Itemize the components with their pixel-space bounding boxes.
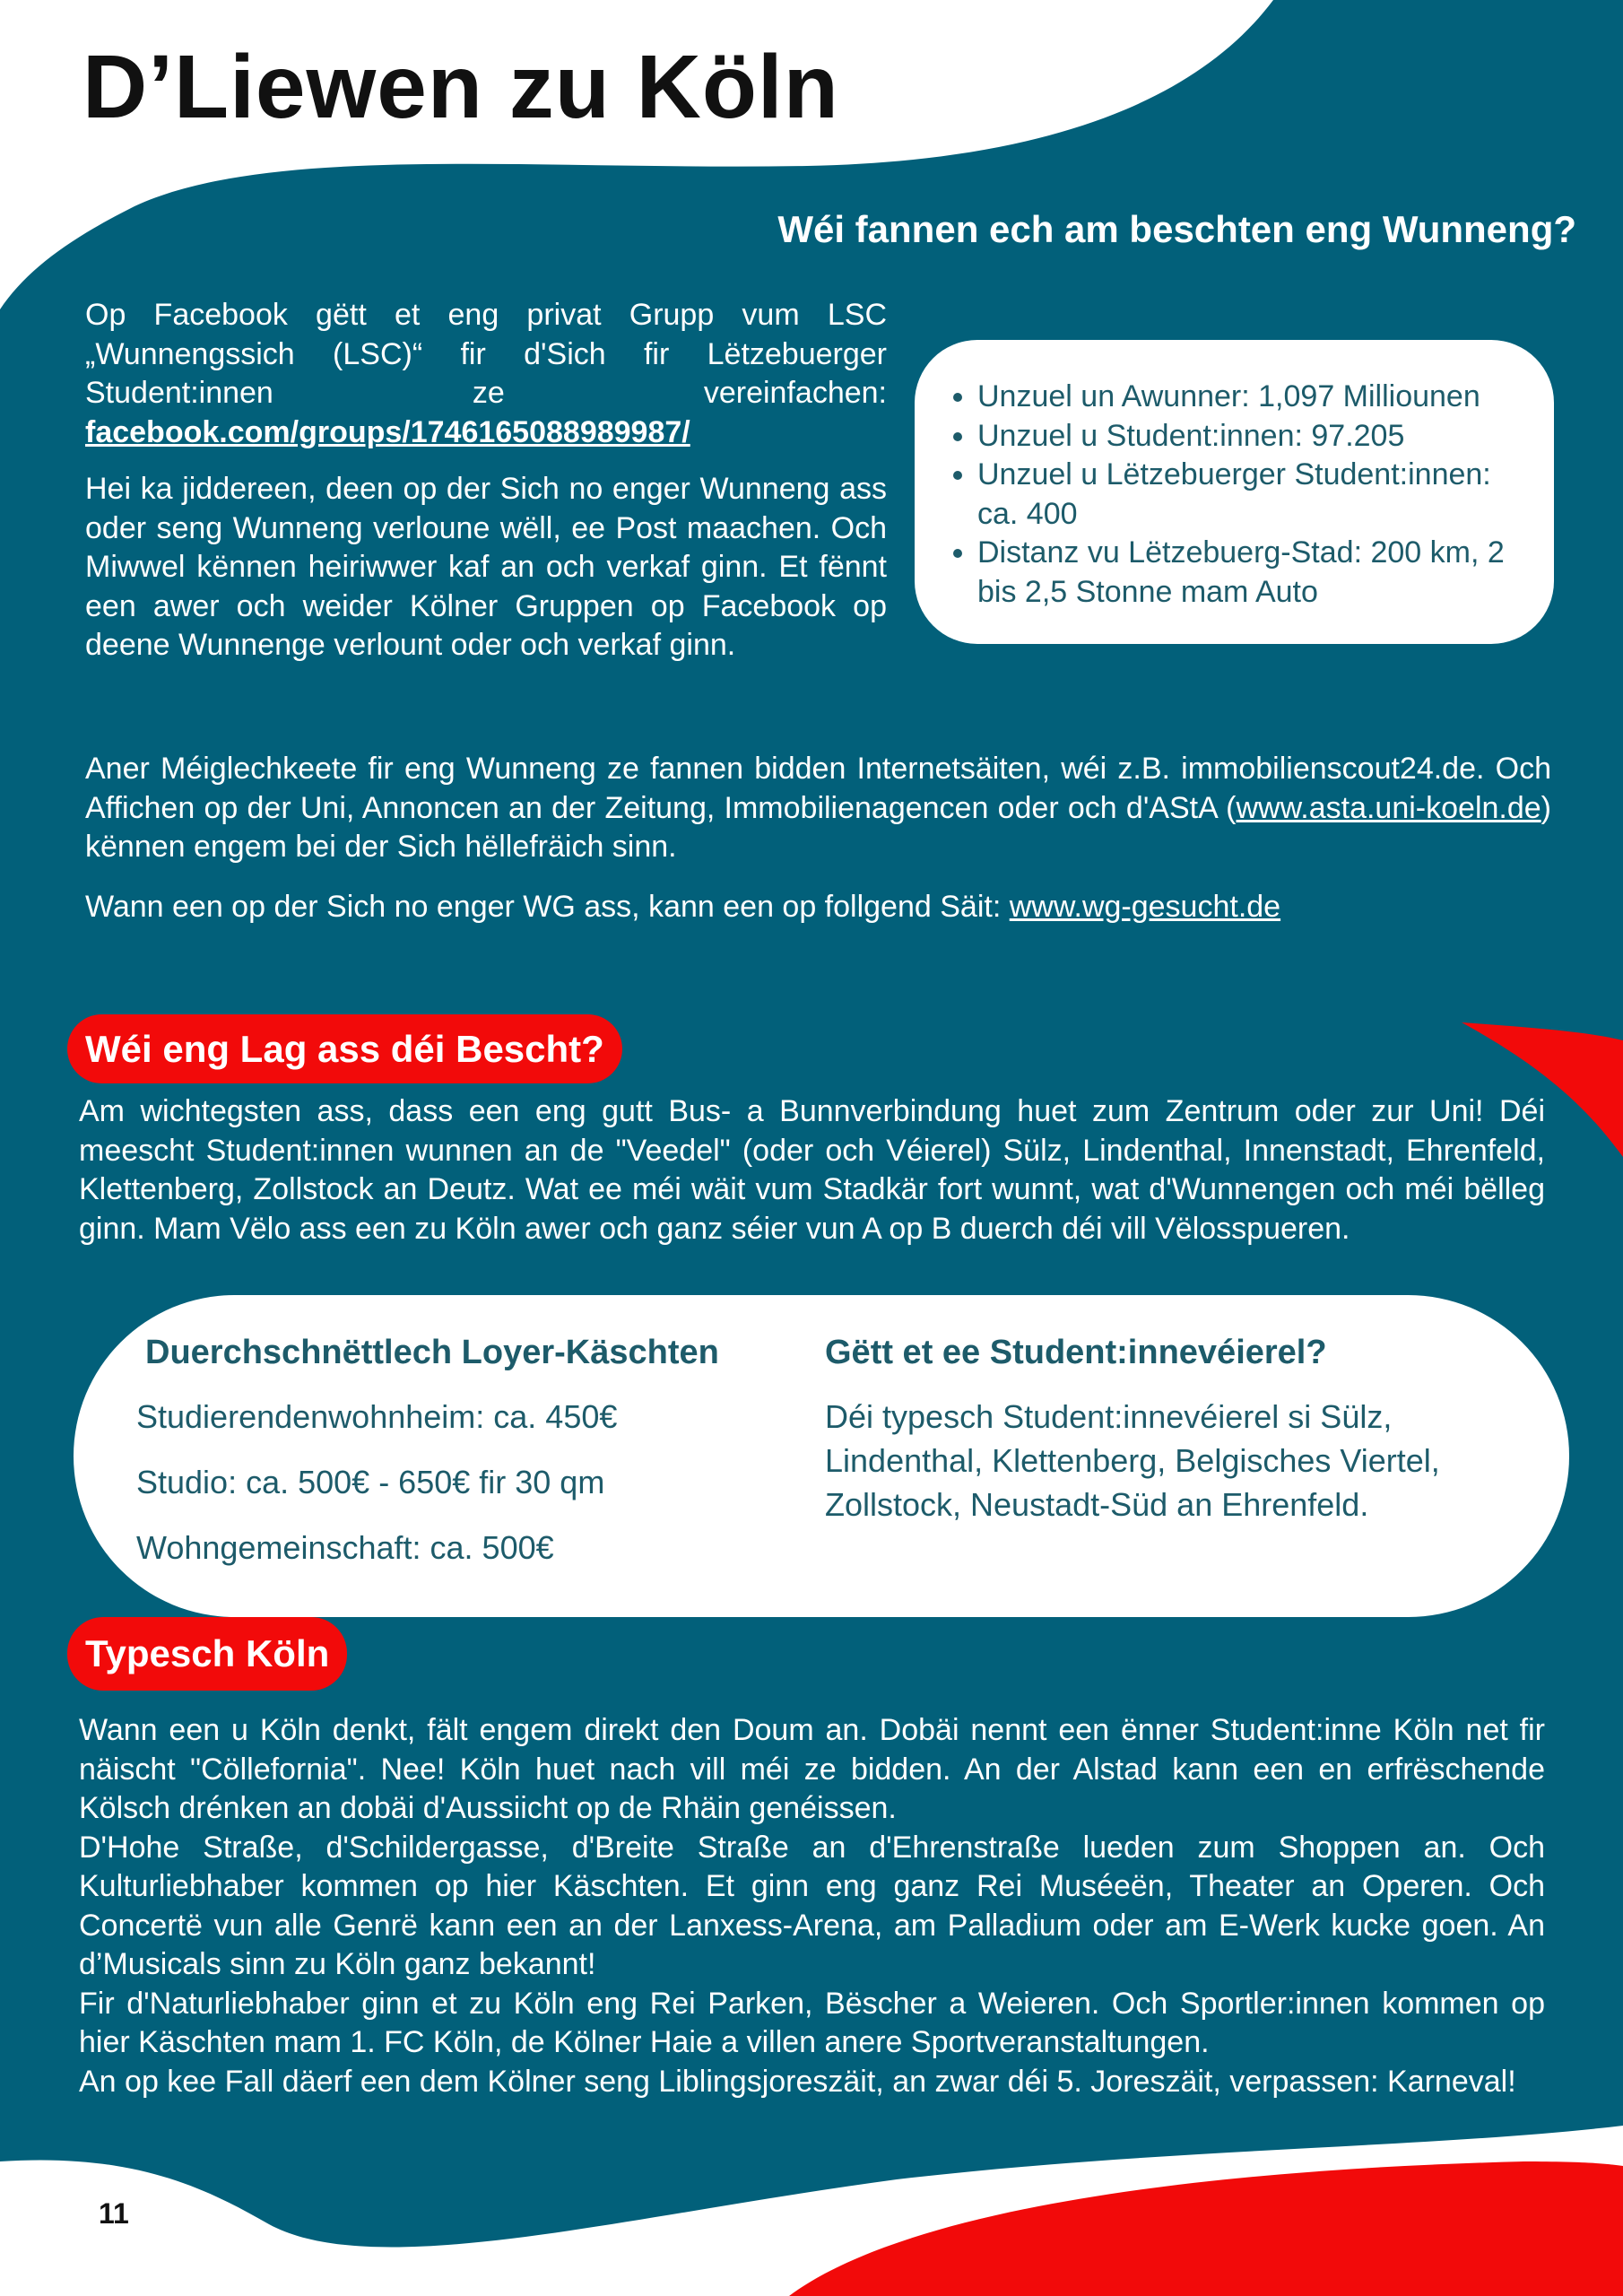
page-number: 11 xyxy=(99,2197,129,2230)
housing-heading: Wéi fannen ech am beschten eng Wunneng? xyxy=(777,208,1576,250)
rent-item: Studierendenwohnheim: ca. 450€ xyxy=(136,1398,618,1435)
quarter-text: Déi typesch Student:innevéierel si Sülz, Lindenthal, Klettenberg, Belgisches Viertel, Zollstock, Neustadt-Süd an Ehrenfeld. xyxy=(825,1398,1440,1523)
typical-paragraph: Fir d'Naturliebhaber ginn et zu Köln eng Rei Parken, Bëscher a Weieren. Och Sportler:innen kommen op hier Käschten mam 1. FC Köln, de Kölner Haie a villen anere Sportveranstaltungen. xyxy=(79,1986,1545,2059)
fact-item: • Unzuel u Lëtzebuerger Student:innen: ca. 400 xyxy=(977,456,1527,534)
rent-heading: Duerchschnëttlech Loyer-Käschten xyxy=(145,1334,719,1371)
typical-paragraph: D'Hohe Straße, d'Schildergasse, d'Breite Straße an d'Ehrenstraße lueden zum Shoppen an. Och Kulturliebhaber kommen op hier Käschten. Et ginn eng ganz Rei Muséeën, Theater an Operen. Och Concertë vun alle Genrë kann een an der Lanxess-Arena, am Palladium oder am E-Werk kucke goen. An d’Musicals sinn zu Köln ganz bekannt! xyxy=(79,1830,1545,1981)
fact-item: • Distanz vu Lëtzebuerg-Stad: 200 km, 2 bis 2,5 Stonne mam Auto xyxy=(977,534,1527,612)
page-title: D’Liewen zu Köln xyxy=(82,37,839,137)
housing-para3: Aner Méiglechkeete fir eng Wunneng ze fannen bidden Internetsäiten, wéi z.B. immobilienscout24.de. Och Affichen op der Uni, Annoncen an der Zeitung, Immobilienagencen oder och d'AStA (www.asta.uni-koeln.de) kënnen engem bei der Sich hëllefräich sinn. xyxy=(85,752,1551,864)
typical-paragraph: An op kee Fall däerf een dem Kölner seng Liblingsjoreszäit, an zwar déi 5. Joreszäit, verpassen: Karneval! xyxy=(79,2064,1516,2099)
location-heading: Wéi eng Lag ass déi Bescht? xyxy=(67,1014,622,1083)
housing-para1: Op Facebook gëtt et eng privat Grupp vum LSC „Wunnengssich (LSC)“ fir d'Sich fir Lëtzebuerger Student:innen ze vereinfachen: xyxy=(85,298,887,410)
rent-quarter-box xyxy=(74,1295,1569,1617)
quarter-heading: Gëtt et ee Student:innevéierel? xyxy=(825,1334,1327,1371)
fact-item: • Unzuel u Student:innen: 97.205 xyxy=(977,417,1527,457)
typical-heading: Typesch Köln xyxy=(67,1617,347,1691)
housing-intro xyxy=(85,296,887,665)
fact-item: • Unzuel un Awunner: 1,097 Milliounen xyxy=(977,378,1527,417)
typical-text xyxy=(79,1711,1545,2101)
quarter-column xyxy=(825,1331,1506,1526)
rent-item: Studio: ca. 500€ - 650€ fir 30 qm xyxy=(136,1464,605,1500)
housing-para4: Wann een op der Sich no enger WG ass, kann een op follgend Säit: www.wg-gesucht.de xyxy=(85,890,1281,924)
typical-paragraph: Wann een u Köln denkt, fält engem direkt den Doum an. Dobäi nennt een ënner Student:inne Köln net fir näischt "Cöllefornia". Nee! Köln huet nach vill méi ze bidden. An der Alstad kann een en erfrëschende Kölsch drénken an dobäi d'Aussiicht op de Rhäin genéissen. xyxy=(79,1713,1545,1825)
rent-column xyxy=(136,1331,746,1591)
facts-box xyxy=(915,340,1554,644)
wg-gesucht-link[interactable]: www.wg-gesucht.de xyxy=(1009,890,1281,924)
rent-item: Wohngemeinschaft: ca. 500€ xyxy=(136,1529,554,1566)
facebook-group-link[interactable]: facebook.com/groups/1746165088989987/ xyxy=(85,414,690,449)
asta-link[interactable]: www.asta.uni-koeln.de xyxy=(1236,790,1541,825)
location-text: Am wichtegsten ass, dass een eng gutt Bus- a Bunnverbindung huet zum Zentrum oder zur Uni! Déi meescht Student:innen wunnen an de "Veedel" (oder och Véierel) Sülz, Lindenthal, Innenstadt, Ehrenfeld, Klettenberg, Zollstock an Deutz. Wat ee méi wäit vum Stadkär fort wunnt, wat d'Wunnengen och méi bëlleg ginn. Mam Vëlo ass een zu Köln awer och ganz séier vun A op B duerch déi vill Vëlosspueren. xyxy=(79,1094,1545,1246)
housing-para2: Hei ka jiddereen, deen op der Sich no enger Wunneng ass oder seng Wunneng verloune wëll, ee Post maachen. Och Miwwel kënnen heiriwwer kaf an och verkaf ginn. Et fënnt een awer och weider Kölner Gruppen op Facebook op deene Wunnenge verlount oder och verkaf ginn. xyxy=(85,472,887,662)
